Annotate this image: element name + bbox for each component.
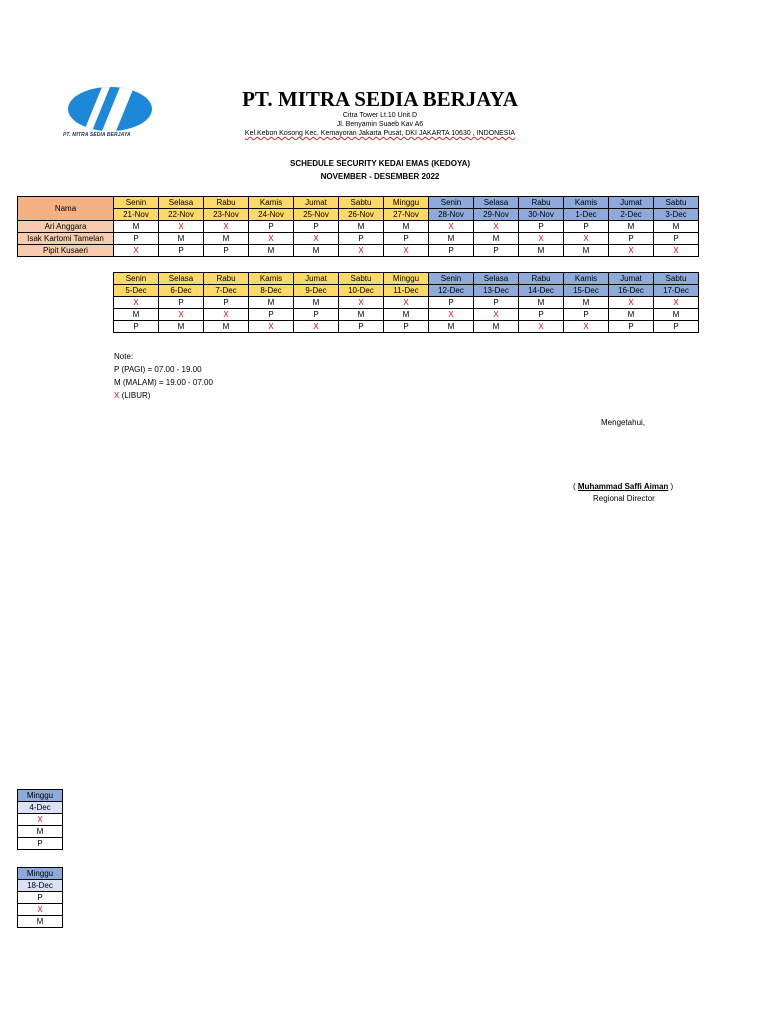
day-header: Rabu bbox=[519, 273, 564, 285]
day-header: Sabtu bbox=[339, 197, 384, 209]
shift-cell: X bbox=[384, 245, 429, 257]
table-row bbox=[114, 309, 699, 321]
shift-cell: M bbox=[159, 233, 204, 245]
shift-cell: P bbox=[204, 297, 249, 309]
date-header: 14-Dec bbox=[519, 285, 564, 297]
shift-cell: M bbox=[519, 297, 564, 309]
schedule-period: NOVEMBER - DESEMBER 2022 bbox=[320, 172, 440, 181]
shift-cell: X bbox=[564, 321, 609, 333]
extra-table-18-dec bbox=[17, 867, 63, 928]
date-header: 3-Dec bbox=[654, 209, 699, 221]
shift-cell: X bbox=[159, 221, 204, 233]
extra-table-4-dec bbox=[17, 789, 63, 850]
staff-name: Ari Anggara bbox=[18, 221, 114, 233]
shift-cell: X bbox=[339, 245, 384, 257]
date-header-row bbox=[18, 209, 699, 221]
date-header: 16-Dec bbox=[609, 285, 654, 297]
shift-cell: X bbox=[384, 297, 429, 309]
staff-name: Pipit Kusaeri bbox=[18, 245, 114, 257]
day-header: Minggu bbox=[384, 197, 429, 209]
shift-cell: X bbox=[429, 221, 474, 233]
shift-cell: P bbox=[294, 221, 339, 233]
date-header: 24-Nov bbox=[249, 209, 294, 221]
shift-cell: P bbox=[474, 245, 519, 257]
day-header: Sabtu bbox=[654, 197, 699, 209]
shift-cell: P bbox=[159, 245, 204, 257]
shift-cell: X bbox=[114, 245, 159, 257]
staff-name: Isak Kartomi Tamelan bbox=[18, 233, 114, 245]
address-line-2: Jl. Benyamin Suaeb Kav A6 bbox=[336, 121, 424, 128]
day-header: Minggu bbox=[18, 868, 63, 880]
table-row bbox=[18, 233, 699, 245]
date-header-row bbox=[114, 285, 699, 297]
shift-cell: P bbox=[339, 233, 384, 245]
day-header: Kamis bbox=[249, 197, 294, 209]
shift-cell: X bbox=[204, 221, 249, 233]
date-header: 15-Dec bbox=[564, 285, 609, 297]
date-header: 22-Nov bbox=[159, 209, 204, 221]
day-header: Rabu bbox=[204, 273, 249, 285]
date-header: 6-Dec bbox=[159, 285, 204, 297]
table-row bbox=[18, 904, 63, 916]
shift-cell: M bbox=[204, 233, 249, 245]
shift-cell: X bbox=[114, 297, 159, 309]
note-pagi: P (PAGI) = 07.00 - 19.00 bbox=[114, 365, 202, 374]
note-libur bbox=[114, 391, 150, 400]
shift-cell: P bbox=[429, 297, 474, 309]
note-libur-text: (LIBUR) bbox=[119, 391, 151, 400]
shift-cell: M bbox=[18, 916, 63, 928]
date-header: 28-Nov bbox=[429, 209, 474, 221]
signatory-name: Muhammad Saffi Aiman bbox=[577, 482, 669, 491]
shift-cell: X bbox=[294, 233, 339, 245]
shift-cell: M bbox=[294, 297, 339, 309]
shift-cell: X bbox=[654, 297, 699, 309]
shift-cell: X bbox=[159, 309, 204, 321]
note-malam: M (MALAM) = 19.00 - 07.00 bbox=[114, 378, 213, 387]
shift-cell: M bbox=[18, 826, 63, 838]
day-header: Sabtu bbox=[339, 273, 384, 285]
date-header: 4-Dec bbox=[18, 802, 63, 814]
day-header-row bbox=[18, 868, 63, 880]
date-header: 1-Dec bbox=[564, 209, 609, 221]
date-header: 12-Dec bbox=[429, 285, 474, 297]
shift-cell: M bbox=[339, 309, 384, 321]
shift-cell: X bbox=[564, 233, 609, 245]
shift-cell: X bbox=[18, 814, 63, 826]
schedule-table-nov bbox=[17, 196, 699, 257]
day-header: Kamis bbox=[249, 273, 294, 285]
company-name: PT. MITRA SEDIA BERJAYA bbox=[242, 87, 518, 111]
shift-cell: M bbox=[114, 221, 159, 233]
shift-cell: M bbox=[654, 309, 699, 321]
date-header: 18-Dec bbox=[18, 880, 63, 892]
acknowledged-label: Mengetahui, bbox=[601, 418, 646, 427]
day-header: Selasa bbox=[474, 273, 519, 285]
shift-cell: P bbox=[339, 321, 384, 333]
day-header: Senin bbox=[114, 273, 159, 285]
shift-cell: P bbox=[564, 309, 609, 321]
shift-cell: X bbox=[339, 297, 384, 309]
shift-cell: M bbox=[474, 233, 519, 245]
shift-cell: P bbox=[204, 245, 249, 257]
shift-cell: P bbox=[474, 297, 519, 309]
shift-cell: X bbox=[609, 245, 654, 257]
date-header: 23-Nov bbox=[204, 209, 249, 221]
shift-cell: X bbox=[249, 321, 294, 333]
day-header-row bbox=[18, 790, 63, 802]
shift-cell: P bbox=[114, 233, 159, 245]
date-header: 25-Nov bbox=[294, 209, 339, 221]
shift-cell: X bbox=[474, 221, 519, 233]
address-line-3 bbox=[180, 130, 580, 137]
day-header: Jumat bbox=[609, 197, 654, 209]
note-label: Note: bbox=[114, 352, 134, 361]
shift-cell: P bbox=[249, 221, 294, 233]
shift-cell: P bbox=[249, 309, 294, 321]
date-header: 9-Dec bbox=[294, 285, 339, 297]
table-row bbox=[18, 892, 63, 904]
day-header: Jumat bbox=[609, 273, 654, 285]
shift-cell: X bbox=[474, 309, 519, 321]
logo-caption: PT. MITRA SEDIA BERJAYA bbox=[63, 132, 131, 138]
schedule-title: SCHEDULE SECURITY KEDAI EMAS (KEDOYA) bbox=[289, 159, 471, 168]
shift-cell: M bbox=[204, 321, 249, 333]
shift-cell: M bbox=[249, 245, 294, 257]
shift-cell: M bbox=[564, 245, 609, 257]
shift-cell: X bbox=[519, 321, 564, 333]
shift-cell: P bbox=[294, 309, 339, 321]
date-header: 5-Dec bbox=[114, 285, 159, 297]
date-header: 8-Dec bbox=[249, 285, 294, 297]
date-header: 17-Dec bbox=[654, 285, 699, 297]
shift-cell: P bbox=[159, 297, 204, 309]
shift-cell: M bbox=[474, 321, 519, 333]
shift-cell: P bbox=[609, 321, 654, 333]
shift-cell: M bbox=[339, 221, 384, 233]
shift-cell: P bbox=[564, 221, 609, 233]
shift-cell: P bbox=[654, 233, 699, 245]
table-row bbox=[18, 245, 699, 257]
table-row bbox=[114, 321, 699, 333]
shift-cell: X bbox=[429, 309, 474, 321]
shift-cell: M bbox=[429, 233, 474, 245]
signatory bbox=[573, 482, 673, 491]
date-header: 13-Dec bbox=[474, 285, 519, 297]
day-header: Rabu bbox=[519, 197, 564, 209]
table-row bbox=[18, 814, 63, 826]
day-header: Senin bbox=[429, 197, 474, 209]
shift-cell: X bbox=[654, 245, 699, 257]
day-header: Jumat bbox=[294, 197, 339, 209]
date-header-row bbox=[18, 802, 63, 814]
table-row bbox=[18, 916, 63, 928]
day-header: Minggu bbox=[384, 273, 429, 285]
shift-cell: M bbox=[249, 297, 294, 309]
date-header: 26-Nov bbox=[339, 209, 384, 221]
shift-cell: P bbox=[18, 892, 63, 904]
day-header: Rabu bbox=[204, 197, 249, 209]
shift-cell: P bbox=[384, 321, 429, 333]
paren-close: ) bbox=[668, 482, 674, 491]
day-header-row bbox=[114, 273, 699, 285]
signatory-role: Regional Director bbox=[593, 494, 655, 503]
shift-cell: P bbox=[429, 245, 474, 257]
day-header: Minggu bbox=[18, 790, 63, 802]
shift-cell: M bbox=[654, 221, 699, 233]
schedule-table-dec bbox=[113, 272, 699, 333]
name-header: Nama bbox=[18, 197, 114, 221]
shift-cell: X bbox=[294, 321, 339, 333]
shift-cell: P bbox=[384, 233, 429, 245]
shift-cell: X bbox=[204, 309, 249, 321]
paren-open: ( bbox=[573, 482, 578, 491]
logo-mark-icon bbox=[64, 86, 156, 134]
date-header: 27-Nov bbox=[384, 209, 429, 221]
shift-cell: P bbox=[18, 838, 63, 850]
shift-cell: X bbox=[249, 233, 294, 245]
date-header: 2-Dec bbox=[609, 209, 654, 221]
shift-cell: M bbox=[609, 221, 654, 233]
date-header: 21-Nov bbox=[114, 209, 159, 221]
shift-cell: M bbox=[564, 297, 609, 309]
shift-cell: X bbox=[609, 297, 654, 309]
shift-cell: M bbox=[114, 309, 159, 321]
table-row bbox=[18, 838, 63, 850]
shift-cell: M bbox=[519, 245, 564, 257]
shift-cell: M bbox=[609, 309, 654, 321]
day-header: Sabtu bbox=[654, 273, 699, 285]
address-line-1: Citra Tower Lt.10 Unit D bbox=[342, 112, 418, 119]
day-header: Selasa bbox=[159, 197, 204, 209]
shift-cell: M bbox=[294, 245, 339, 257]
date-header: 30-Nov bbox=[519, 209, 564, 221]
shift-cell: P bbox=[654, 321, 699, 333]
day-header: Selasa bbox=[159, 273, 204, 285]
shift-cell: M bbox=[159, 321, 204, 333]
table-row bbox=[18, 221, 699, 233]
day-header: Selasa bbox=[474, 197, 519, 209]
shift-cell: M bbox=[429, 321, 474, 333]
shift-cell: X bbox=[519, 233, 564, 245]
shift-cell: P bbox=[519, 309, 564, 321]
table-row bbox=[18, 826, 63, 838]
day-header: Kamis bbox=[564, 273, 609, 285]
date-header: 11-Dec bbox=[384, 285, 429, 297]
company-logo bbox=[64, 86, 156, 134]
day-header: Jumat bbox=[294, 273, 339, 285]
shift-cell: X bbox=[18, 904, 63, 916]
date-header: 29-Nov bbox=[474, 209, 519, 221]
day-header: Kamis bbox=[564, 197, 609, 209]
date-header: 7-Dec bbox=[204, 285, 249, 297]
shift-cell: P bbox=[114, 321, 159, 333]
shift-cell: P bbox=[609, 233, 654, 245]
table-row bbox=[114, 297, 699, 309]
date-header-row bbox=[18, 880, 63, 892]
date-header: 10-Dec bbox=[339, 285, 384, 297]
shift-cell: P bbox=[519, 221, 564, 233]
shift-cell: M bbox=[384, 221, 429, 233]
day-header: Senin bbox=[429, 273, 474, 285]
address-text: Kel.Kebon Kosong Kec. Kemayoran Jakarta Pusat, DKI JAKARTA 10630 , INDONESIA bbox=[244, 130, 516, 137]
shift-cell: M bbox=[384, 309, 429, 321]
day-header: Senin bbox=[114, 197, 159, 209]
day-header-row bbox=[18, 197, 699, 209]
off-mark: X bbox=[114, 391, 120, 400]
